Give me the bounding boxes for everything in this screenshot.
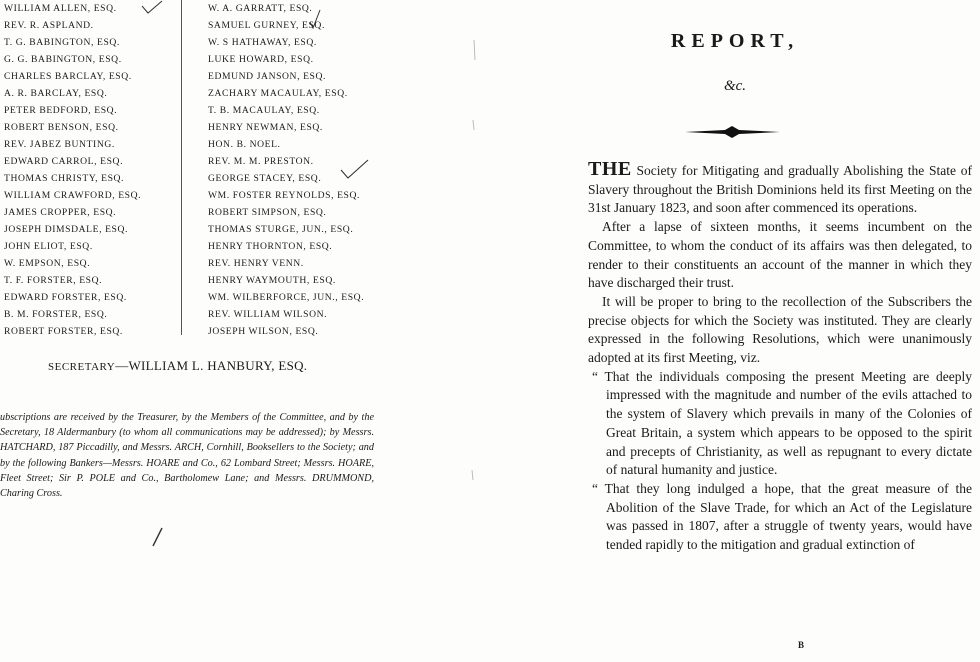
committee-member: PETER BEDFORD, ESQ.	[4, 105, 118, 116]
committee-member: W. EMPSON, ESQ.	[4, 258, 91, 269]
committee-member: T. B. MACAULAY, ESQ.	[208, 105, 320, 116]
committee-member: ZACHARY MACAULAY, ESQ.	[208, 88, 348, 99]
right-page	[490, 0, 980, 657]
committee-member: CHARLES BARCLAY, ESQ.	[4, 71, 132, 82]
committee-member: G. G. BABINGTON, ESQ.	[4, 54, 122, 65]
drop-word: THE	[588, 158, 632, 180]
report-body	[588, 160, 972, 555]
committee-member: JOSEPH DIMSDALE, ESQ.	[4, 224, 129, 235]
committee-member: WILLIAM CRAWFORD, ESQ.	[4, 190, 142, 201]
committee-member: REV. WILLIAM WILSON.	[208, 309, 328, 320]
committee-member: JOHN ELIOT, ESQ.	[4, 241, 93, 252]
committee-member: W. S HATHAWAY, ESQ.	[208, 37, 317, 48]
secretary-line	[48, 358, 307, 374]
committee-member: ROBERT BENSON, ESQ.	[4, 122, 119, 133]
committee-member: WM. FOSTER REYNOLDS, ESQ.	[208, 190, 360, 201]
committee-member: HENRY THORNTON, ESQ.	[208, 241, 333, 252]
committee-member: THOMAS STURGE, JUN., ESQ.	[208, 224, 354, 235]
committee-member: REV. R. ASPLAND.	[4, 20, 94, 31]
committee-member: SAMUEL GURNEY, ESQ.	[208, 20, 325, 31]
committee-list-left	[4, 0, 141, 340]
secretary-label: SECRETARY	[48, 361, 116, 373]
committee-member: EDWARD FORSTER, ESQ.	[4, 292, 127, 303]
committee-member: WM. WILBERFORCE, JUN., ESQ.	[208, 292, 365, 303]
paragraph: It will be proper to bring to the recollection of the Subscribers the precise objects for which the Society was instituted. They are clearly expressed in the following Resolutions, which were unanimously adopted at its first Meeting, viz.	[588, 293, 972, 366]
committee-member: HENRY NEWMAN, ESQ.	[208, 122, 323, 133]
committee-member: GEORGE STACEY, ESQ.	[208, 173, 322, 184]
report-subtitle: &c.	[723, 78, 747, 94]
pencil-tick-mark	[140, 0, 164, 18]
committee-member: THOMAS CHRISTY, ESQ.	[4, 173, 125, 184]
committee-member: REV. HENRY VENN.	[208, 258, 304, 269]
pencil-stroke-mark	[150, 526, 166, 548]
subscriptions-note: ubscriptions are received by the Treasurer, by the Members of the Committee, and by the Secretary, 18 Aldermanbury (to whom all communications may be addressed); by Messrs. HATCHARD, 187 Piccadilly, and Messrs. ARCH, Cornhill, Booksellers to the Society; and by the following Bankers—Messrs. HOARE and Co., 62 Lombard Street; Messrs. HOARE, Fleet Street; Sir P. POLE and Co., Bartholomew Lane; and Messrs. DRUMMOND, Charing Cross.	[0, 412, 374, 500]
committee-member: W. A. GARRATT, ESQ.	[208, 3, 313, 14]
report-title: REPORT,	[670, 30, 800, 52]
committee-member: B. M. FORSTER, ESQ.	[4, 309, 108, 320]
paragraph: After a lapse of sixteen months, it seems incumbent on the Committee, to whom the conduct of its affairs was then delegated, to render to their constituents an account of the manner in which they have discharged their trust.	[588, 219, 972, 291]
page-gutter	[470, 0, 490, 657]
committee-member: JAMES CROPPER, ESQ.	[4, 207, 117, 218]
committee-member: REV. JABEZ BUNTING.	[4, 139, 115, 150]
committee-member: T. G. BABINGTON, ESQ.	[4, 37, 120, 48]
committee-member: EDMUND JANSON, ESQ.	[208, 71, 327, 82]
committee-member: A. R. BARCLAY, ESQ.	[4, 88, 108, 99]
committee-member: LUKE HOWARD, ESQ.	[208, 54, 314, 65]
paragraph-opening: THE Society for Mitigating and gradually Abolishing the State of Slavery throughout the British Dominions held its first Meeting on the 31st January 1823, and soon after commenced its operations.	[588, 158, 972, 216]
committee-member: HENRY WAYMOUTH, ESQ.	[208, 275, 336, 286]
resolution-quote: “ That they long indulged a hope, that the great measure of the Abolition of the Slave Trade, for which an Act of the Legislature was passed in 1807, after a struggle of twenty years, would have tended rapidly to the mitigation and gradual extinction of	[592, 480, 972, 553]
pencil-tick-mark	[308, 8, 322, 30]
committee-member: WILLIAM ALLEN, ESQ.	[4, 3, 117, 14]
pencil-tick-mark	[340, 158, 370, 182]
committee-member: ROBERT SIMPSON, ESQ.	[208, 207, 327, 218]
left-page	[0, 0, 470, 657]
committee-member: T. F. FORSTER, ESQ.	[4, 275, 103, 286]
resolution-quote: “ That the individuals composing the present Meeting are deeply impressed with the magnitude and number of the evils attached to the system of Slavery which prevails in many of the Colonies of Great Britain, a system which appears to be opposed to the spirit and precepts of Christianity, as well as repugnant to every dictate of natural humanity and justice.	[592, 368, 972, 478]
divider-ornament	[685, 125, 780, 139]
signature-mark: B	[798, 640, 805, 650]
column-divider	[181, 0, 182, 335]
secretary-name: —WILLIAM L. HANBURY, ESQ.	[115, 358, 308, 373]
committee-member: EDWARD CARROL, ESQ.	[4, 156, 124, 167]
committee-member: HON. B. NOEL.	[208, 139, 281, 150]
committee-member: ROBERT FORSTER, ESQ.	[4, 326, 123, 337]
committee-member: JOSEPH WILSON, ESQ.	[208, 326, 319, 337]
committee-member: REV. M. M. PRESTON.	[208, 156, 314, 167]
